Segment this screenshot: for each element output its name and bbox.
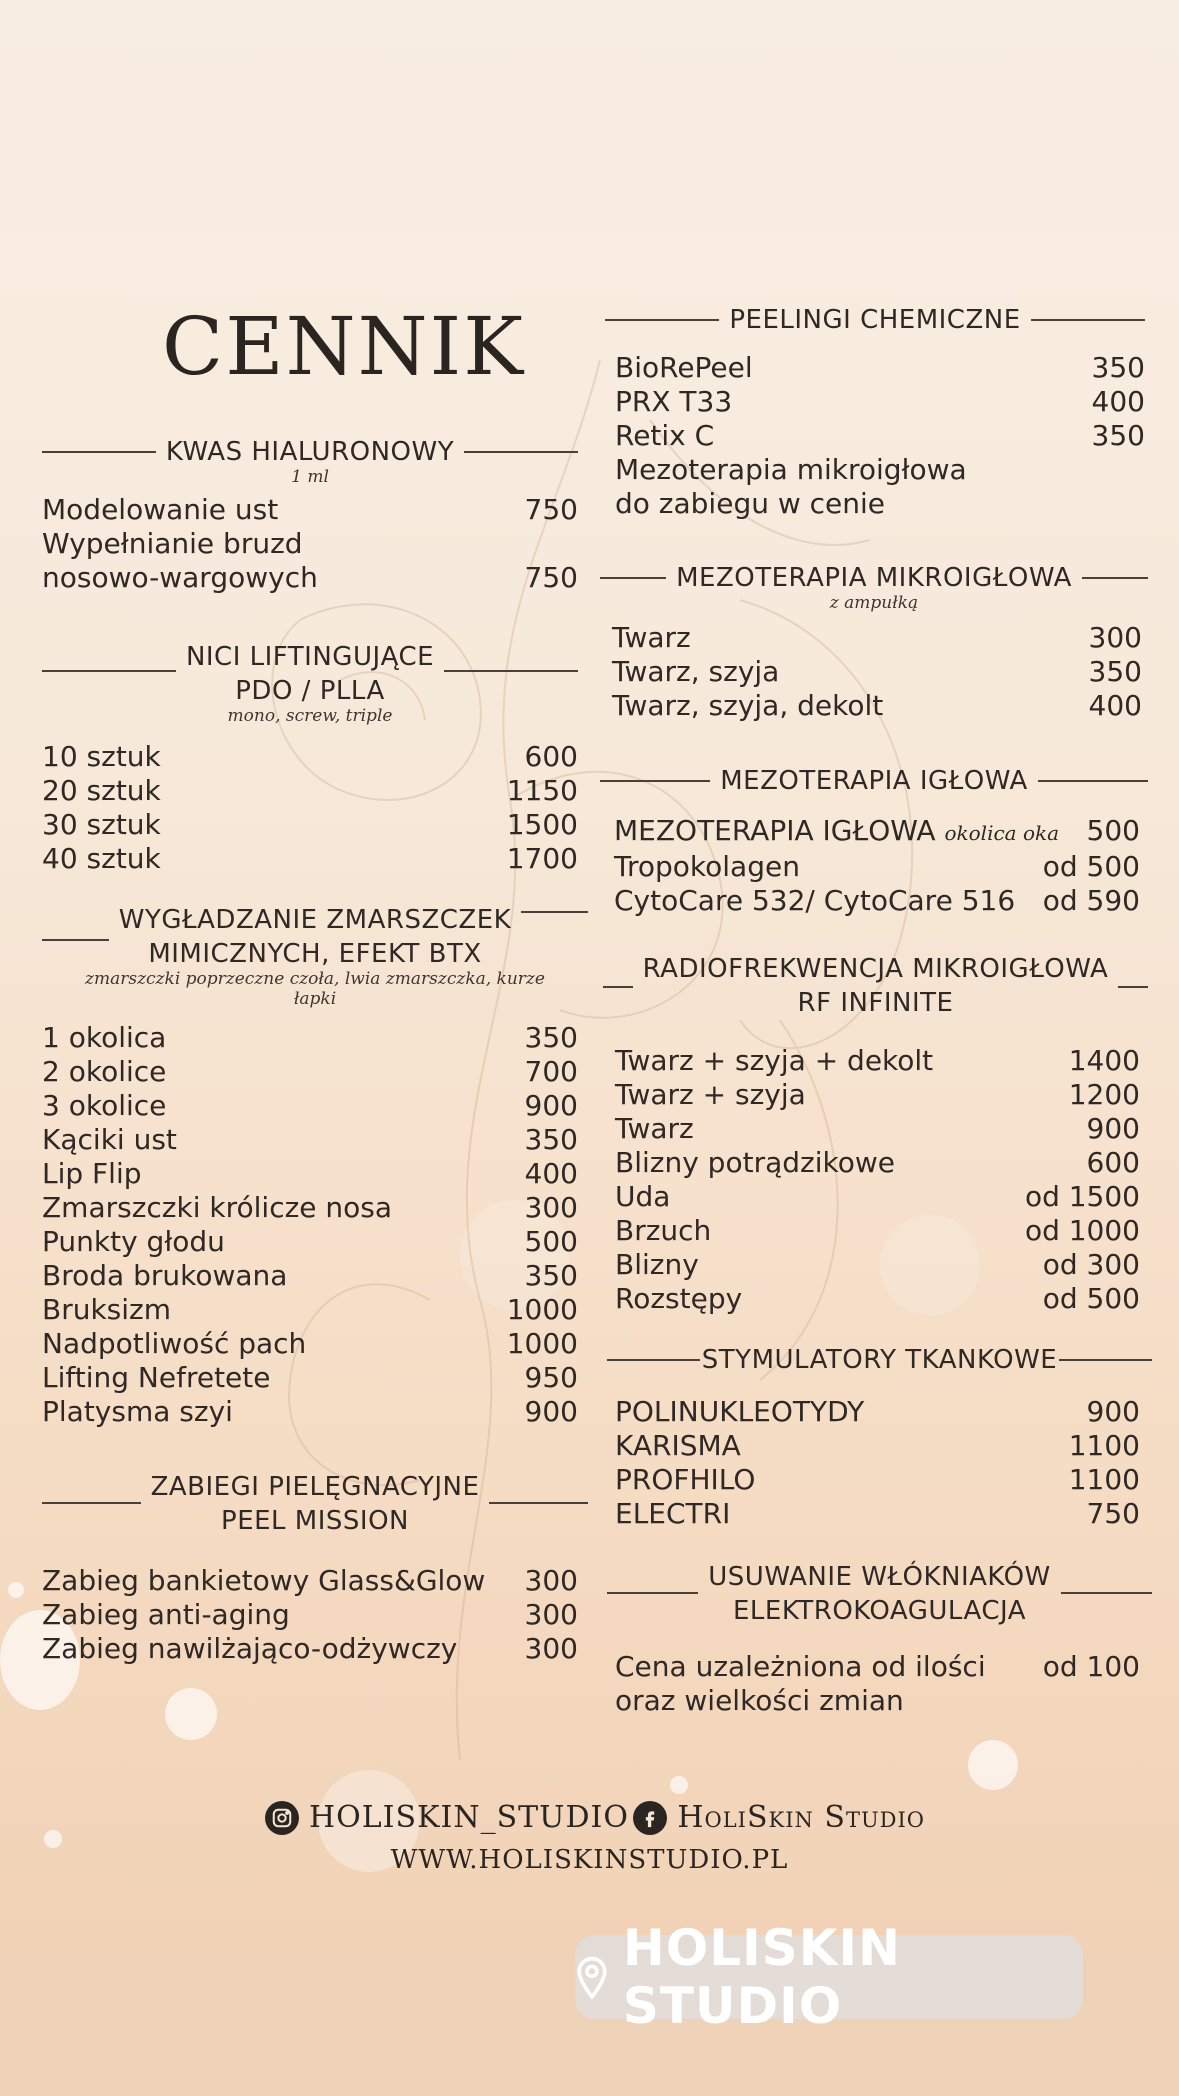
service-label: Punkty głodu [42, 1225, 225, 1258]
service-label: Platysma szyi [42, 1395, 233, 1428]
service-price: 1000 [506, 1293, 578, 1326]
price-row [42, 1021, 578, 1055]
heading-line: USUWANIE WŁÓKNIAKÓW [708, 1562, 1051, 1592]
price-row [42, 1632, 578, 1666]
price-list [42, 493, 578, 595]
price-row [614, 814, 1140, 850]
service-label: 40 sztuk [42, 842, 161, 875]
service-label: KARISMA [615, 1429, 741, 1462]
price-row [615, 1395, 1140, 1429]
service-label-main: MEZOTERAPIA IGŁOWA [614, 814, 936, 847]
service-price: 900 [524, 1395, 578, 1428]
price-row [615, 1429, 1140, 1463]
price-row [42, 808, 578, 842]
instagram-link[interactable] [265, 1800, 629, 1835]
service-price: 400 [524, 1157, 578, 1190]
section-stymulatory-tkankowe [607, 1343, 1152, 1531]
heading-text: KWAS HIALURONOWY [165, 437, 455, 467]
heading-rule [600, 780, 710, 782]
service-price: 400 [1088, 689, 1142, 722]
heading-rule [42, 939, 109, 941]
service-price: 500 [1086, 814, 1140, 847]
service-price: 350 [524, 1021, 578, 1054]
service-price: 350 [524, 1123, 578, 1156]
website-link[interactable]: WWW.HOLISKINSTUDIO.PL [390, 1845, 789, 1875]
facebook-link[interactable] [633, 1800, 925, 1835]
price-row [615, 1180, 1140, 1214]
section-heading [607, 1560, 1152, 1628]
service-label: Twarz, szyja [612, 655, 780, 688]
price-row [42, 1191, 578, 1225]
price-row [612, 689, 1142, 723]
service-price: od 1000 [1024, 1214, 1140, 1247]
price-row [615, 1112, 1140, 1146]
heading-line: PEEL MISSION [221, 1506, 409, 1536]
heading-rule [605, 319, 719, 321]
service-label: Lifting Nefretete [42, 1361, 271, 1394]
bokeh-circle [8, 1582, 24, 1598]
service-label-note: okolica oka [944, 821, 1060, 845]
price-row [42, 1123, 578, 1157]
heading-rule [42, 670, 176, 672]
heading-text: MEZOTERAPIA MIKROIGŁOWA [676, 563, 1072, 593]
price-row [42, 740, 578, 774]
service-price: od 590 [1042, 884, 1140, 917]
price-row [42, 1564, 578, 1598]
price-row [42, 493, 578, 527]
service-price: 750 [524, 561, 578, 594]
service-label: Blizny [615, 1248, 699, 1281]
heading-line: MIMICZNYCH, EFEKT BTX [148, 939, 482, 969]
service-label: Rozstępy [615, 1282, 743, 1315]
service-price: 300 [524, 1598, 578, 1631]
price-row [615, 1497, 1140, 1531]
service-label: 1 okolica [42, 1021, 167, 1054]
instagram-icon [265, 1801, 299, 1835]
price-list [607, 1650, 1152, 1718]
service-label: Tropokolagen [614, 850, 800, 883]
price-row [42, 1361, 578, 1395]
section-nici-liftingujace [42, 640, 578, 876]
price-row [42, 842, 578, 876]
service-price: 900 [524, 1089, 578, 1122]
heading-rule [489, 1502, 588, 1504]
price-row [614, 884, 1140, 918]
section-note: z ampułką [829, 593, 919, 613]
section-wygladzanie-zmarszczek [42, 903, 588, 1429]
price-row [42, 527, 578, 561]
heading-rule [1082, 577, 1148, 579]
service-label: POLINUKLEOTYDY [615, 1395, 865, 1428]
price-list [605, 351, 1145, 521]
service-price: 700 [524, 1055, 578, 1088]
service-price: 1400 [1068, 1044, 1140, 1077]
heading-line: NICI LIFTINGUJĄCE [185, 642, 435, 672]
service-label: Zmarszczki królicze nosa [42, 1191, 393, 1224]
heading-text [633, 952, 1119, 1020]
heading-rule [1118, 986, 1148, 988]
section-peelingi-chemiczne [605, 303, 1145, 521]
heading-text [698, 1560, 1061, 1628]
facebook-icon [633, 1801, 667, 1835]
heading-rule [1059, 1359, 1152, 1361]
section-mezoterapia-mikroiglowa [600, 561, 1148, 723]
service-label: PRX T33 [615, 385, 733, 418]
instagram-handle: HOLISKIN_STUDIO [309, 1800, 629, 1835]
service-label: Nadpotliwość pach [42, 1327, 307, 1360]
service-label: Twarz [615, 1112, 694, 1145]
heading-rule [464, 451, 578, 453]
heading-text [176, 640, 444, 708]
section-note: zmarszczki poprzeczne czoła, lwia zmarszczka, kurze łapki [85, 969, 545, 1009]
price-row [615, 1282, 1140, 1316]
service-label: Twarz [612, 621, 691, 654]
heading-rule [444, 670, 578, 672]
heading-rule [600, 577, 666, 579]
service-label: PROFHILO [615, 1463, 756, 1496]
heading-text [109, 903, 521, 971]
heading-rule [1061, 1592, 1152, 1594]
section-heading [42, 435, 578, 469]
service-price: 1100 [1068, 1429, 1140, 1462]
service-price: 900 [1086, 1395, 1140, 1428]
location-sticker[interactable] [575, 1919, 1083, 2035]
service-label: Zabieg anti-aging [42, 1598, 290, 1631]
service-price: 1100 [1068, 1463, 1140, 1496]
price-row [42, 1055, 578, 1089]
heading-rule [521, 911, 588, 913]
service-price: od 500 [1042, 1282, 1140, 1315]
service-label: Modelowanie ust [42, 493, 279, 526]
heading-text: STYMULATORY TKANKOWE [701, 1345, 1058, 1375]
price-row [615, 1146, 1140, 1180]
heading-rule [42, 1502, 141, 1504]
service-price: 1200 [1068, 1078, 1140, 1111]
service-price: 500 [524, 1225, 578, 1258]
price-row [42, 1089, 578, 1123]
price-row [614, 850, 1140, 884]
service-label: nosowo-wargowych [42, 561, 318, 594]
section-kwas-hialuronowy [42, 435, 578, 595]
service-label: Twarz, szyja, dekolt [612, 689, 884, 722]
service-label: Brzuch [615, 1214, 712, 1247]
price-row [615, 1078, 1140, 1112]
service-price: 350 [1091, 419, 1145, 452]
price-row [615, 453, 1145, 487]
service-label [614, 814, 1059, 850]
service-price: 750 [524, 493, 578, 526]
section-heading [603, 952, 1148, 1020]
price-row [42, 1395, 578, 1429]
price-list [607, 1395, 1152, 1531]
location-name: HOLISKIN STUDIO [622, 1919, 901, 2035]
price-row [42, 774, 578, 808]
service-label: Kąciki ust [42, 1123, 177, 1156]
service-label: Bruksizm [42, 1293, 172, 1326]
heading-rule [42, 451, 156, 453]
social-links [265, 1800, 925, 1835]
heading-line: RADIOFREKWENCJA MIKROIGŁOWA [642, 954, 1109, 984]
service-price: 750 [1086, 1497, 1140, 1530]
heading-line: RF INFINITE [797, 988, 954, 1018]
section-heading [600, 561, 1148, 595]
service-label: oraz wielkości zmian [615, 1684, 904, 1717]
service-label: 2 okolice [42, 1055, 167, 1088]
service-label: Zabieg bankietowy Glass&Glow [42, 1564, 486, 1597]
price-row [615, 419, 1145, 453]
section-mezoterapia-iglowa [600, 764, 1148, 918]
heading-rule [607, 1359, 700, 1361]
service-label: 10 sztuk [42, 740, 161, 773]
heading-rule [603, 986, 633, 988]
section-heading [42, 1470, 588, 1538]
service-label: Zabieg nawilżająco-odżywczy [42, 1632, 458, 1665]
section-radiofrekwencja [603, 952, 1148, 1316]
service-price: od 300 [1042, 1248, 1140, 1281]
price-list [42, 1564, 578, 1666]
price-row [612, 621, 1142, 655]
section-heading [42, 640, 578, 708]
price-list [603, 1044, 1148, 1316]
service-price: 350 [1088, 655, 1142, 688]
service-label: Lip Flip [42, 1157, 142, 1190]
price-list [600, 814, 1148, 918]
service-label: Wypełnianie bruzd [42, 527, 303, 560]
price-row [615, 487, 1145, 521]
service-label: Mezoterapia mikroigłowa [615, 453, 967, 486]
heading-line: ZABIEGI PIELĘGNACYJNE [150, 1472, 480, 1502]
top-band [0, 0, 1179, 228]
service-label: ELECTRI [615, 1497, 731, 1530]
price-row [42, 1327, 578, 1361]
heading-text [141, 1470, 490, 1538]
section-note: mono, screw, triple [227, 706, 393, 726]
price-row [42, 1157, 578, 1191]
location-pin-icon [575, 1952, 609, 2002]
service-price: 950 [524, 1361, 578, 1394]
service-price: 300 [524, 1632, 578, 1665]
price-row [42, 561, 578, 595]
price-row [615, 1463, 1140, 1497]
price-row [615, 385, 1145, 419]
facebook-name: HoliSkin Studio [677, 1800, 925, 1835]
service-label: do zabiegu w cenie [615, 487, 886, 520]
price-row [42, 1293, 578, 1327]
service-label: 30 sztuk [42, 808, 161, 841]
heading-line: WYGŁADZANIE ZMARSZCZEK [118, 905, 512, 935]
price-row [615, 1248, 1140, 1282]
service-label: Cena uzależniona od ilości [615, 1650, 986, 1683]
section-heading [607, 1343, 1152, 1377]
price-row [615, 1650, 1140, 1684]
service-price: 300 [524, 1191, 578, 1224]
heading-rule [1031, 319, 1145, 321]
heading-text: PEELINGI CHEMICZNE [729, 305, 1021, 335]
section-note: 1 ml [291, 467, 329, 487]
heading-rule [1038, 780, 1148, 782]
price-list [600, 621, 1148, 723]
service-price: 900 [1086, 1112, 1140, 1145]
page-title: CENNIK [162, 300, 525, 393]
section-usuwanie-wlokniakow [607, 1560, 1152, 1718]
service-price: 1500 [506, 808, 578, 841]
service-label: Retix C [615, 419, 715, 452]
service-label: BioRePeel [615, 351, 753, 384]
section-heading [42, 903, 588, 971]
service-price: 600 [524, 740, 578, 773]
service-price: 300 [1088, 621, 1142, 654]
price-list [42, 1021, 578, 1429]
service-price: 400 [1091, 385, 1145, 418]
heading-text: MEZOTERAPIA IGŁOWA [720, 766, 1028, 796]
section-heading [600, 764, 1148, 798]
price-row [615, 1684, 1140, 1718]
service-label: Blizny potrądzikowe [615, 1146, 895, 1179]
service-label: 20 sztuk [42, 774, 161, 807]
price-row [42, 1225, 578, 1259]
heading-rule [607, 1592, 698, 1594]
service-price: 1000 [506, 1327, 578, 1360]
service-label: CytoCare 532/ CytoCare 516 [614, 884, 1016, 917]
service-price: od 1500 [1024, 1180, 1140, 1213]
price-row [615, 1214, 1140, 1248]
heading-line: PDO / PLLA [235, 676, 385, 706]
service-price: 350 [524, 1259, 578, 1292]
price-row [42, 1598, 578, 1632]
service-price: 1150 [506, 774, 578, 807]
service-price: 300 [524, 1564, 578, 1597]
price-row [615, 1044, 1140, 1078]
price-row [615, 351, 1145, 385]
price-row [612, 655, 1142, 689]
service-price: 350 [1091, 351, 1145, 384]
price-list [42, 740, 578, 876]
service-label: 3 okolice [42, 1089, 167, 1122]
service-label: Twarz + szyja + dekolt [615, 1044, 934, 1077]
heading-line: ELEKTROKOAGULACJA [733, 1596, 1026, 1626]
price-row [42, 1259, 578, 1293]
service-price: 600 [1086, 1146, 1140, 1179]
service-price: 1700 [506, 842, 578, 875]
section-zabiegi-pielegnacyjne [42, 1470, 588, 1666]
section-heading [605, 303, 1145, 337]
service-price: od 500 [1042, 850, 1140, 883]
service-label: Twarz + szyja [615, 1078, 806, 1111]
service-price: od 100 [1042, 1650, 1140, 1683]
service-label: Broda brukowana [42, 1259, 288, 1292]
service-label: Uda [615, 1180, 671, 1213]
